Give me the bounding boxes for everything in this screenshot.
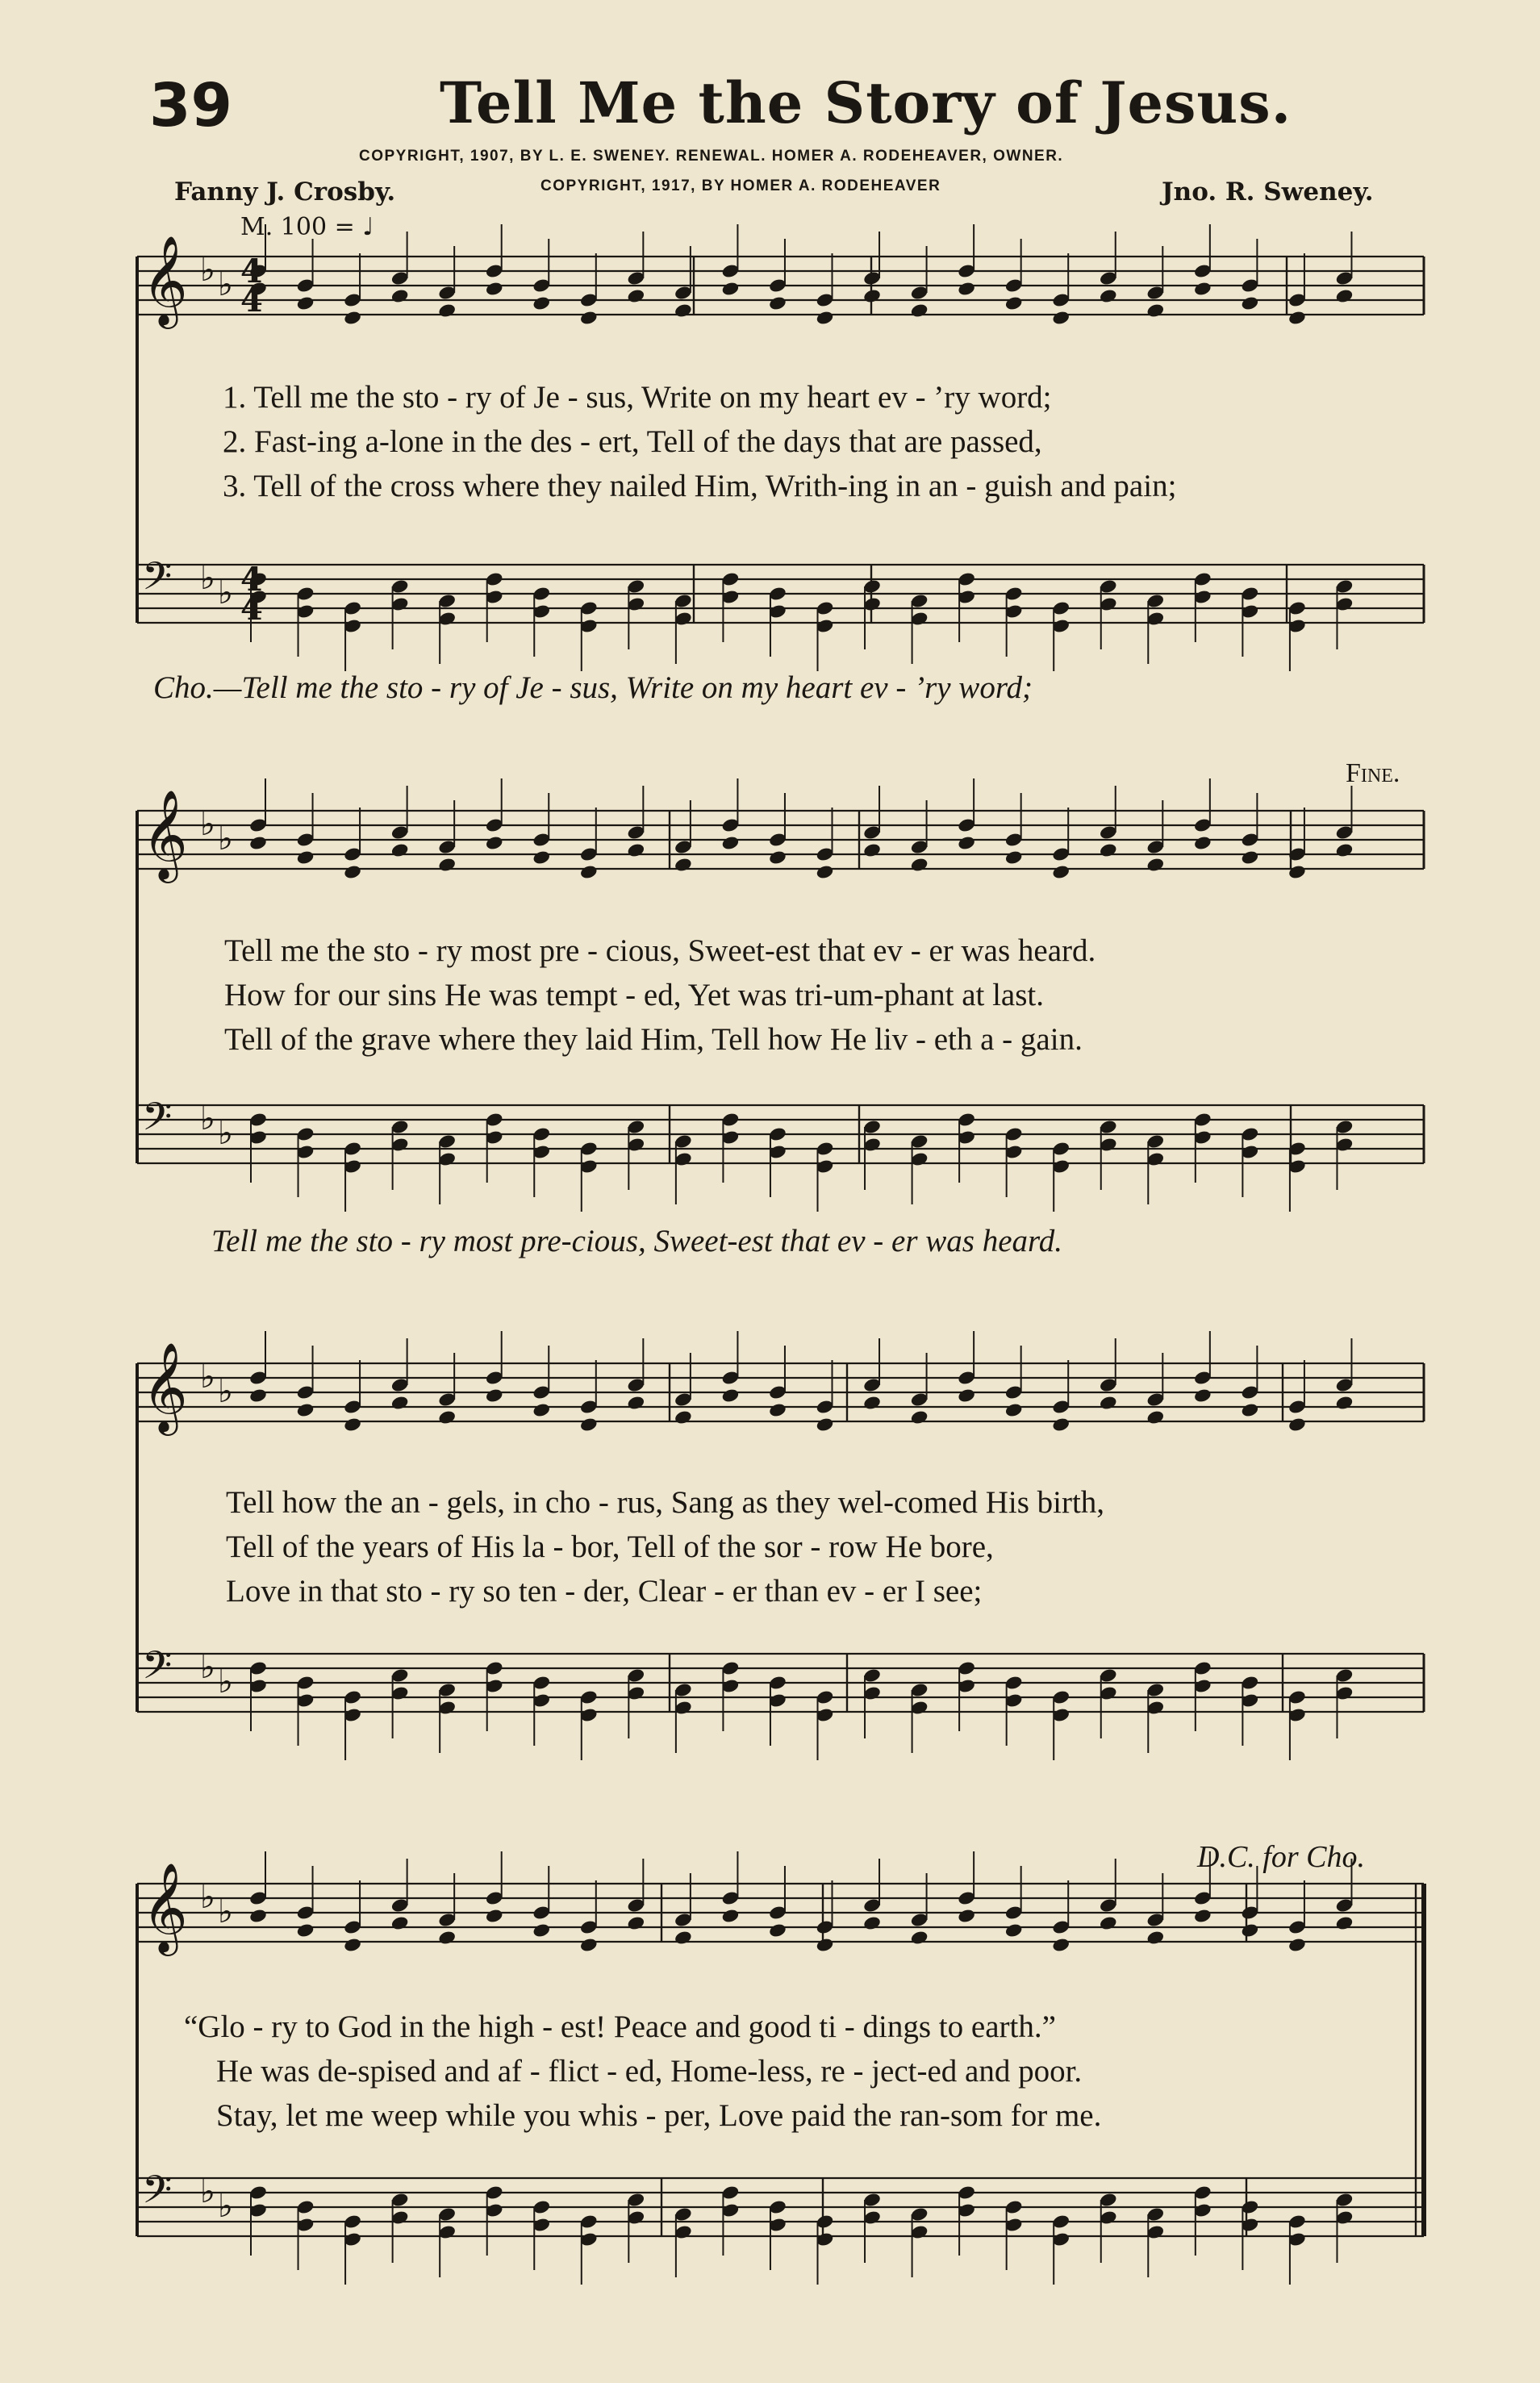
notehead	[579, 864, 599, 880]
system-4-verse-3: Stay, let me weep while you whis - per, Love paid the ran-som for me.	[216, 2098, 1102, 2133]
system-2-verse-3: Tell of the grave where they laid Him, Tell how He liv - eth a - gain.	[224, 1022, 1083, 1057]
composer: Jno. R. Sweney.	[1162, 177, 1374, 207]
treble-clef-icon: 𝄞	[142, 1862, 188, 1952]
notehead	[862, 288, 882, 304]
notehead	[1146, 1409, 1166, 1425]
notehead	[674, 1409, 693, 1425]
system-3-verse-3: Love in that sto - ry so ten - der, Clear - er than ev - er I see;	[226, 1574, 983, 1609]
notehead	[532, 849, 551, 866]
notehead	[816, 864, 835, 880]
notehead	[532, 1922, 551, 1939]
notehead	[816, 310, 835, 326]
system-1-verse-2: 2. Fast-ing a-lone in the des - ert, Tell of the days that are passed,	[223, 424, 1042, 459]
treble-clef-icon: 𝄞	[142, 1342, 188, 1432]
notehead	[721, 1908, 741, 1924]
notehead	[627, 288, 646, 304]
flat-icon: ♭	[218, 1373, 233, 1410]
notehead	[437, 1409, 457, 1425]
notehead	[1004, 295, 1024, 311]
notehead	[957, 281, 976, 297]
notehead	[1241, 849, 1260, 866]
notehead	[343, 1937, 362, 1953]
notehead	[1004, 1402, 1024, 1418]
notehead	[343, 1417, 362, 1433]
notehead	[1193, 835, 1212, 851]
flat-icon: ♭	[200, 1879, 215, 1916]
flat-icon: ♭	[200, 560, 215, 597]
notehead	[485, 1908, 504, 1924]
hymn-title: Tell Me the Story of Jesus.	[440, 69, 1292, 136]
notehead	[1146, 857, 1166, 873]
notehead	[1146, 303, 1166, 319]
notehead	[343, 864, 362, 880]
notehead	[1099, 288, 1118, 304]
system-2-chorus: Tell me the sto - ry most pre-cious, Sweet-est that ev - er was heard.	[211, 1224, 1062, 1258]
flat-icon: ♭	[200, 1100, 215, 1137]
notehead	[579, 310, 599, 326]
notehead	[1146, 1930, 1166, 1946]
treble-clef-icon: 𝄞	[142, 235, 188, 325]
flat-icon: ♭	[218, 2188, 233, 2225]
notehead	[390, 1915, 410, 1931]
notehead	[1241, 1402, 1260, 1418]
notehead	[862, 1915, 882, 1931]
notehead	[1335, 1915, 1354, 1931]
notehead	[910, 303, 929, 319]
notehead	[674, 1930, 693, 1946]
flat-icon: ♭	[218, 820, 233, 858]
notehead	[910, 857, 929, 873]
notehead	[248, 835, 268, 851]
notehead	[532, 295, 551, 311]
notehead	[816, 1937, 835, 1953]
notehead	[674, 857, 693, 873]
notehead	[437, 1930, 457, 1946]
notehead	[862, 842, 882, 858]
copyright-line-2: COPYRIGHT, 1917, BY HOMER A. RODEHEAVER	[540, 177, 941, 194]
notehead	[768, 1402, 787, 1418]
notehead	[1335, 842, 1354, 858]
notehead	[1099, 842, 1118, 858]
time-signature: 4	[240, 252, 263, 290]
notehead	[910, 1930, 929, 1946]
notehead	[957, 1908, 976, 1924]
notehead	[390, 842, 410, 858]
system-3-verse-2: Tell of the years of His la - bor, Tell of the sor - row He bore,	[226, 1530, 994, 1564]
notehead	[721, 835, 741, 851]
treble-clef-icon: 𝄞	[142, 789, 188, 879]
notehead	[485, 281, 504, 297]
notehead	[437, 857, 457, 873]
notehead	[579, 1417, 599, 1433]
bass-clef-icon: 𝄢	[142, 1642, 173, 1697]
notehead	[1051, 310, 1070, 326]
notehead	[816, 1417, 835, 1433]
notehead	[1051, 1417, 1070, 1433]
notehead	[485, 835, 504, 851]
flat-icon: ♭	[200, 1358, 215, 1396]
system-2-verse-2: How for our sins He was tempt - ed, Yet was tri-um-phant at last.	[224, 978, 1044, 1012]
notehead	[1335, 1395, 1354, 1411]
flat-icon: ♭	[218, 266, 233, 303]
lyricist: Fanny J. Crosby.	[174, 177, 396, 207]
system-1-verse-1: 1. Tell me the sto - ry of Je - sus, Write on my heart ev - ’ry word;	[223, 380, 1052, 415]
notehead	[1288, 310, 1307, 326]
notehead	[485, 1388, 504, 1404]
flat-icon: ♭	[200, 252, 215, 289]
fine-mark: Fine.	[1346, 758, 1400, 788]
notehead	[721, 281, 741, 297]
notehead	[1099, 1915, 1118, 1931]
bass-clef-icon: 𝄢	[142, 2167, 173, 2222]
notehead	[674, 303, 693, 319]
flat-icon: ♭	[218, 574, 233, 611]
notehead	[1241, 1922, 1260, 1939]
notehead	[296, 1922, 315, 1939]
notehead	[390, 288, 410, 304]
notehead	[627, 842, 646, 858]
flat-icon: ♭	[200, 806, 215, 843]
notehead	[296, 849, 315, 866]
hymn-number: 39	[149, 71, 232, 140]
time-signature: 4	[240, 590, 263, 628]
time-signature: 4	[240, 561, 263, 599]
notehead	[1288, 1937, 1307, 1953]
copyright-line-1: COPYRIGHT, 1907, BY L. E. SWENEY. RENEWAL. HOMER A. RODEHEAVER, OWNER.	[359, 148, 1064, 165]
notehead	[1193, 281, 1212, 297]
notehead	[248, 1908, 268, 1924]
system-3-verse-1: Tell how the an - gels, in cho - rus, Sang as they wel-comed His birth,	[226, 1485, 1105, 1520]
notehead	[390, 1395, 410, 1411]
dc-mark: D.C. for Cho.	[1197, 1840, 1365, 1874]
notehead	[579, 1937, 599, 1953]
notehead	[721, 1388, 741, 1404]
notehead	[1004, 1922, 1024, 1939]
notehead	[343, 310, 362, 326]
notehead	[627, 1915, 646, 1931]
notehead	[1051, 1937, 1070, 1953]
notehead	[1288, 1417, 1307, 1433]
notehead	[1193, 1908, 1212, 1924]
system-2-verse-1: Tell me the sto - ry most pre - cious, Sweet-est that ev - er was heard.	[224, 933, 1096, 968]
time-signature: 4	[240, 282, 263, 319]
notehead	[862, 1395, 882, 1411]
notehead	[1241, 295, 1260, 311]
tempo-mark: M. 100 = ♩	[240, 213, 374, 241]
flat-icon: ♭	[218, 1115, 233, 1152]
notehead	[768, 849, 787, 866]
system-1-verse-3: 3. Tell of the cross where they nailed Him, Writh-ing in an - guish and pain;	[223, 469, 1177, 503]
notehead	[957, 1388, 976, 1404]
notehead	[1004, 849, 1024, 866]
system-1-chorus: Cho.—Tell me the sto - ry of Je - sus, Write on my heart ev - ’ry word;	[153, 670, 1033, 705]
flat-icon: ♭	[218, 1893, 233, 1930]
flat-icon: ♭	[218, 1663, 233, 1701]
notehead	[768, 295, 787, 311]
notehead	[296, 295, 315, 311]
bass-clef-icon: 𝄢	[142, 553, 173, 608]
system-4-verse-2: He was de-spised and af - flict - ed, Home-less, re - ject-ed and poor.	[216, 2054, 1083, 2089]
notehead	[1099, 1395, 1118, 1411]
bass-clef-icon: 𝄢	[142, 1094, 173, 1149]
notehead	[437, 303, 457, 319]
notehead	[1193, 1388, 1212, 1404]
notehead	[768, 1922, 787, 1939]
notehead	[957, 835, 976, 851]
notehead	[910, 1409, 929, 1425]
flat-icon: ♭	[200, 1649, 215, 1686]
notehead	[1335, 288, 1354, 304]
notehead	[627, 1395, 646, 1411]
notehead	[296, 1402, 315, 1418]
notehead	[532, 1402, 551, 1418]
notehead	[248, 1388, 268, 1404]
notehead	[1051, 864, 1070, 880]
system-4-verse-1: “Glo - ry to God in the high - est! Peace and good ti - dings to earth.”	[184, 2009, 1056, 2044]
flat-icon: ♭	[200, 2173, 215, 2210]
